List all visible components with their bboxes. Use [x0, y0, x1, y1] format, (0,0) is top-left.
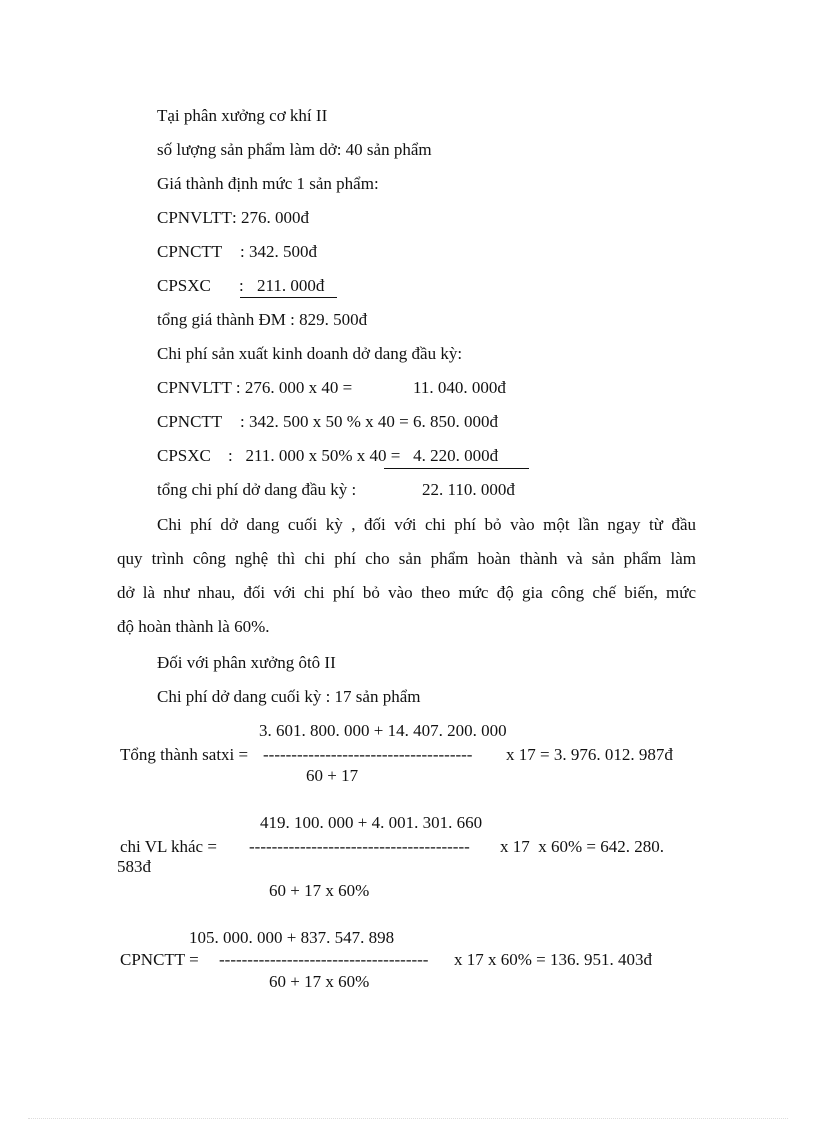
nvltt-label: CPNVLTT: [157, 208, 232, 227]
paragraph-line-2: quy trình công nghệ thì chi phí cho sản phẩm hoàn thành và sản phẩm làm: [117, 549, 696, 568]
opening-wip-title: Chi phí sản xuất kinh doanh dở dang đầu kỳ:: [157, 344, 463, 363]
sxc-label: CPSXC: [157, 276, 211, 295]
opening-nctt-formula: : 342. 500 x 50 % x 40 = 6. 850. 000đ: [240, 412, 498, 431]
opening-total-value: 22. 110. 000đ: [422, 480, 515, 499]
formula1-left: Tổng thành satxi =: [120, 745, 249, 764]
formula1-fraction-line: -------------------------------------: [263, 745, 473, 764]
formula1-numerator: 3. 601. 800. 000 + 14. 407. 200. 000: [259, 721, 507, 740]
formula3-numerator: 105. 000. 000 + 837. 547. 898: [189, 928, 395, 947]
nctt-label: CPNCTT: [157, 242, 223, 261]
formula1-right: x 17 = 3. 976. 012. 987đ: [506, 745, 673, 764]
norm-cost-title: Giá thành định mức 1 sản phẩm:: [157, 174, 379, 193]
formula2-denominator: 60 + 17 x 60%: [269, 881, 370, 900]
formula1-denominator: 60 + 17: [306, 766, 359, 785]
opening-nvltt-result: 11. 040. 000đ: [413, 378, 506, 397]
nctt-value: : 342. 500đ: [240, 242, 317, 261]
formula2-fraction-line: ---------------------------------------: [249, 837, 470, 856]
opening-nctt-label: CPNCTT: [157, 412, 223, 431]
formula3-denominator: 60 + 17 x 60%: [269, 972, 370, 991]
opening-sxc-formula: : 211. 000 x 50% x 40 = 4. 220. 000đ: [228, 446, 499, 465]
page-bottom-divider: [28, 1118, 788, 1119]
auto-workshop-title: Đối với phân xưởng ôtô II: [157, 653, 336, 672]
closing-wip-title: Chi phí dở dang cuối kỳ : 17 sản phẩm: [157, 687, 421, 706]
wip-quantity: số lượng sản phẩm làm dở: 40 sản phẩm: [157, 140, 432, 159]
paragraph-line-1: Chi phí dở dang cuối kỳ , đối với chi phí bỏ vào một lần ngay từ đầu: [157, 515, 696, 534]
sxc-colon: :: [239, 276, 244, 295]
opening-sxc-underline: [384, 468, 529, 469]
sxc-value: 211. 000đ: [257, 276, 325, 295]
formula2-right: x 17 x 60% = 642. 280.: [500, 837, 664, 856]
nvltt-value: : 276. 000đ: [232, 208, 309, 227]
formula2-numerator: 419. 100. 000 + 4. 001. 301. 660: [260, 813, 483, 832]
paragraph-line-4: độ hoàn thành là 60%.: [117, 617, 270, 636]
opening-total-label: tổng chi phí dở dang đầu kỳ :: [157, 480, 357, 499]
total-norm-cost: tổng giá thành ĐM : 829. 500đ: [157, 310, 368, 329]
paragraph-line-3: dở là như nhau, đối với chi phí bỏ vào theo mức độ gia công chế biến, mức: [117, 583, 696, 602]
formula3-fraction-line: -------------------------------------: [219, 950, 429, 969]
formula3-left: CPNCTT =: [120, 950, 199, 969]
opening-nvltt-formula: CPNVLTT : 276. 000 x 40 =: [157, 378, 353, 397]
opening-sxc-label: CPSXC: [157, 446, 211, 465]
sxc-underline: [240, 297, 337, 298]
workshop-title: Tại phân xưởng cơ khí II: [157, 106, 328, 125]
formula2-left: chi VL khác =: [120, 837, 217, 856]
formula3-right: x 17 x 60% = 136. 951. 403đ: [454, 950, 652, 969]
formula2-wrap: 583đ: [117, 857, 151, 876]
